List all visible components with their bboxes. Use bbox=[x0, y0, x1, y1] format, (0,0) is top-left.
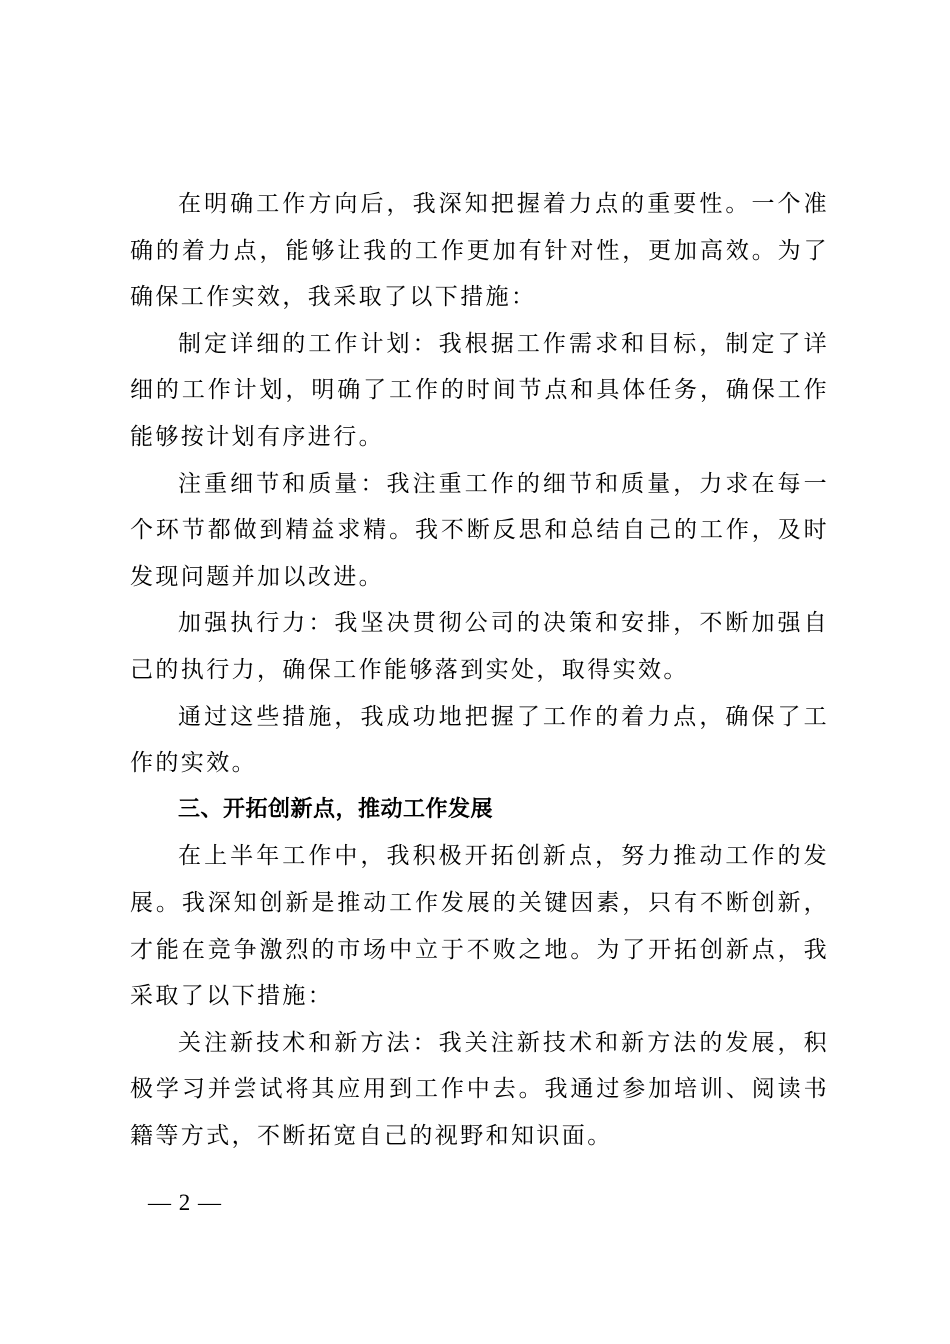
paragraph-detail-quality: 注重细节和质量：我注重工作的细节和质量，力求在每一个环节都做到精益求精。我不断反思和总结自己的工作，及时发现问题并加以改进。 bbox=[130, 470, 829, 590]
page-number: — 2 — bbox=[148, 1190, 222, 1215]
paragraph-focus-intro: 在明确工作方向后，我深知把握着力点的重要性。一个准确的着力点，能够让我的工作更加有针对性，更加高效。为了确保工作实效，我采取了以下措施： bbox=[130, 191, 829, 311]
paragraph-innovation-intro: 在上半年工作中，我积极开拓创新点，努力推动工作的发展。我深知创新是推动工作发展的关键因素，只有不断创新，才能在竞争激烈的市场中立于不败之地。为了开拓创新点，我采取了以下措施： bbox=[130, 843, 829, 1010]
paragraph-work-plan: 制定详细的工作计划：我根据工作需求和目标，制定了详细的工作计划，明确了工作的时间节点和具体任务，确保工作能够按计划有序进行。 bbox=[130, 330, 829, 450]
document-body bbox=[130, 181, 829, 1159]
paragraph-execution: 加强执行力：我坚决贯彻公司的决策和安排，不断加强自己的执行力，确保工作能够落到实处，取得实效。 bbox=[130, 610, 829, 683]
paragraph-new-tech: 关注新技术和新方法：我关注新技术和新方法的发展，积极学习并尝试将其应用到工作中去。我通过参加培训、阅读书籍等方式，不断拓宽自己的视野和知识面。 bbox=[130, 1029, 829, 1149]
paragraph-focus-summary: 通过这些措施，我成功地把握了工作的着力点，确保了工作的实效。 bbox=[130, 703, 829, 777]
section-heading-innovation: 三、开拓创新点，推动工作发展 bbox=[178, 796, 494, 822]
